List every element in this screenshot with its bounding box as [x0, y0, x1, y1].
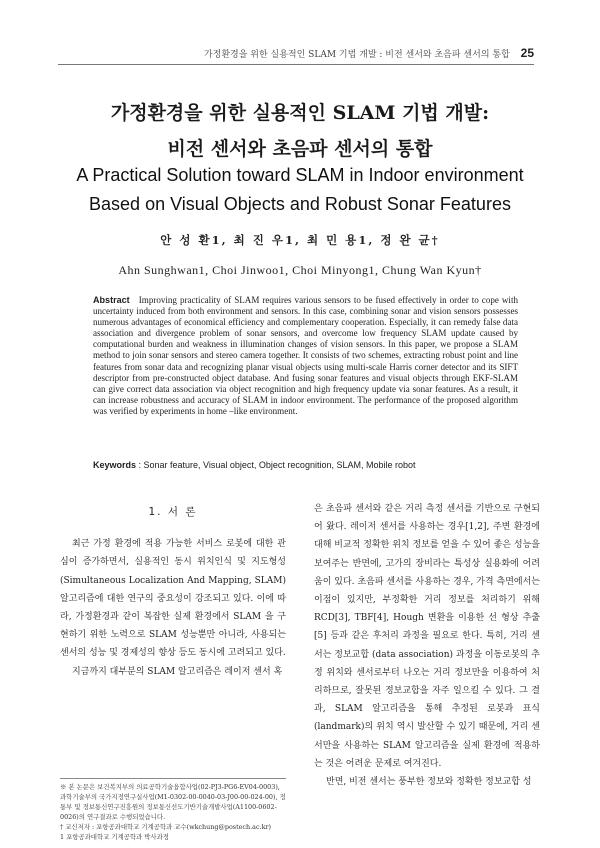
abstract-text: Improving practicality of SLAM requires various sensors to be fused effectively in order to cope with uncertainty induced from both environment and sensors. In this case, combining sonar and vision sensors possesses numerous advantages of economical efficiency and complementary cooperation. Especially, it can remedy false data association and divergence problem of sonar sensors, and overcome low frequency SLAM update caused by computational burden and weakness in illumination changes of vision sensors. In this paper, we propose a SLAM method to join sonar sensors and stereo camera together. It consists of two schemes, extracting robust point and line features from sonar data and recognizing planar visual objects using multi-scale Harris corner detector and its SIFT descriptor from pre-constructed object database. And fusing sonar features and visual objects through EKF-SLAM can give correct data association via object recognition and high frequency update via sonar features. As a result, it can increase robustness and accuracy of SLAM in indoor environment. The performance of the proposed algorithm was verified by experiments in home –like environment. [93, 295, 518, 416]
footnote: 1 포항공과대학교 기계공학과 박사과정 [60, 833, 169, 841]
footnote: ※ 본 논문은 보건복지부의 의료공학기술융합사업(02-PJ3-PG6-EV04-0003), 과학기술부의 국가지정연구실사업(M1-0302-00-0040-03-J00-00-024-00), 정통부 및 정보통신연구진흥원의 정보통신선도기반기술개발사업(A1100-0602-0026)의 연구결과로 수행되었습니다. [60, 783, 286, 821]
body-paragraph: 지금까지 대부분의 SLAM 알고리즘은 레이저 센서 혹 [72, 666, 283, 677]
keywords-text: : Sonar feature, Visual object, Object recognition, SLAM, Mobile robot [136, 460, 416, 470]
running-header-text: 가정환경을 위한 실용적인 SLAM 기법 개발 : 비전 센서와 초음파 센서의 통합 [203, 50, 510, 60]
title-english-line1: A Practical Solution toward SLAM in Indoor environment [76, 165, 524, 185]
title-korean-line1: 가정환경을 위한 실용적인 SLAM 기법 개발: [110, 102, 490, 124]
authors-korean: 안 성 환1, 최 진 우1, 최 민 용1, 정 완 균† [160, 233, 440, 247]
section-heading: 1. 서 론 [148, 506, 198, 518]
abstract [93, 295, 518, 417]
footnote-rule [60, 778, 286, 779]
title-korean-line2: 비전 센서와 초음파 센서의 통합 [167, 138, 433, 160]
footnote: † 교신저자 : 포항공과대학교 기계공학과 교수(wkchung@postech.ac.kr) [60, 823, 272, 831]
keywords [93, 460, 518, 470]
body-paragraph: 최근 가정 환경에 적용 가능한 서비스 로봇에 대한 관심이 증가하면서, 실용적인 동시 위치인식 및 지도형성(Simultaneous Localization And Mapping, SLAM) 알고리즘에 대한 연구의 중요성이 강조되고 있다. 이에 따라, 가정환경과 같이 복잡한 실제 환경에서 SLAM 을 구현하기 위한 노력으로 SLAM 성능뿐만 아니라, 사용되는 센서의 성능 및 경제성의 향상 등도 동시에 고려되고 있다. [60, 539, 286, 659]
header-rule [58, 64, 534, 65]
footnotes [60, 782, 286, 842]
keywords-label: Keywords [93, 460, 137, 470]
body-paragraph: 은 초음파 센서와 같은 거리 측정 센서를 기반으로 구현되어 왔다. 레이저 센서를 사용하는 경우[1,2], 주변 환경에 대해 비교적 정확한 위치 정보를 얻을 수 있어 좋은 성능을 보여주는 반면에, 고가의 장비라는 특성상 실용화에 어려움이 있다. 초음파 센서를 사용하는 경우, 가격 측면에서는 이점이 있지만, 부정확한 거리 정보를 처리하기 위해 RCD[3], TBF[4], Hough 변환을 이용한 선 형상 추출[5] 등과 같은 후처리 과정을 필요로 한다. 특히, 거리 센서는 정보교합 (data association) 과정을 이동로봇의 추정 위치와 센서로부터 나오는 거리 정보만을 이용하여 처리하므로, 잘못된 정보교합을 자주 일으킬 수 있다. 그 결과, SLAM 알고리즘을 통해 추정된 로봇과 표식 (landmark)의 위치 역시 발산할 수 있기 때문에, 거리 센서만을 사용하는 SLAM 알고리즘을 실제 환경에 적용하는 것은 어려운 문제로 여겨진다. [314, 504, 540, 769]
running-header [60, 46, 534, 62]
left-column [60, 500, 286, 681]
abstract-label: Abstract [93, 295, 130, 305]
title-english-line2: Based on Visual Objects and Robust Sonar Features [89, 194, 511, 214]
right-column [314, 500, 540, 791]
page-number: 25 [520, 46, 534, 60]
body-paragraph: 반면, 비전 센서는 풍부한 정보와 정확한 정보교합 성 [326, 777, 532, 788]
authors-english: Ahn Sunghwan1, Choi Jinwoo1, Choi Minyong1, Chung Wan Kyun† [118, 263, 482, 277]
